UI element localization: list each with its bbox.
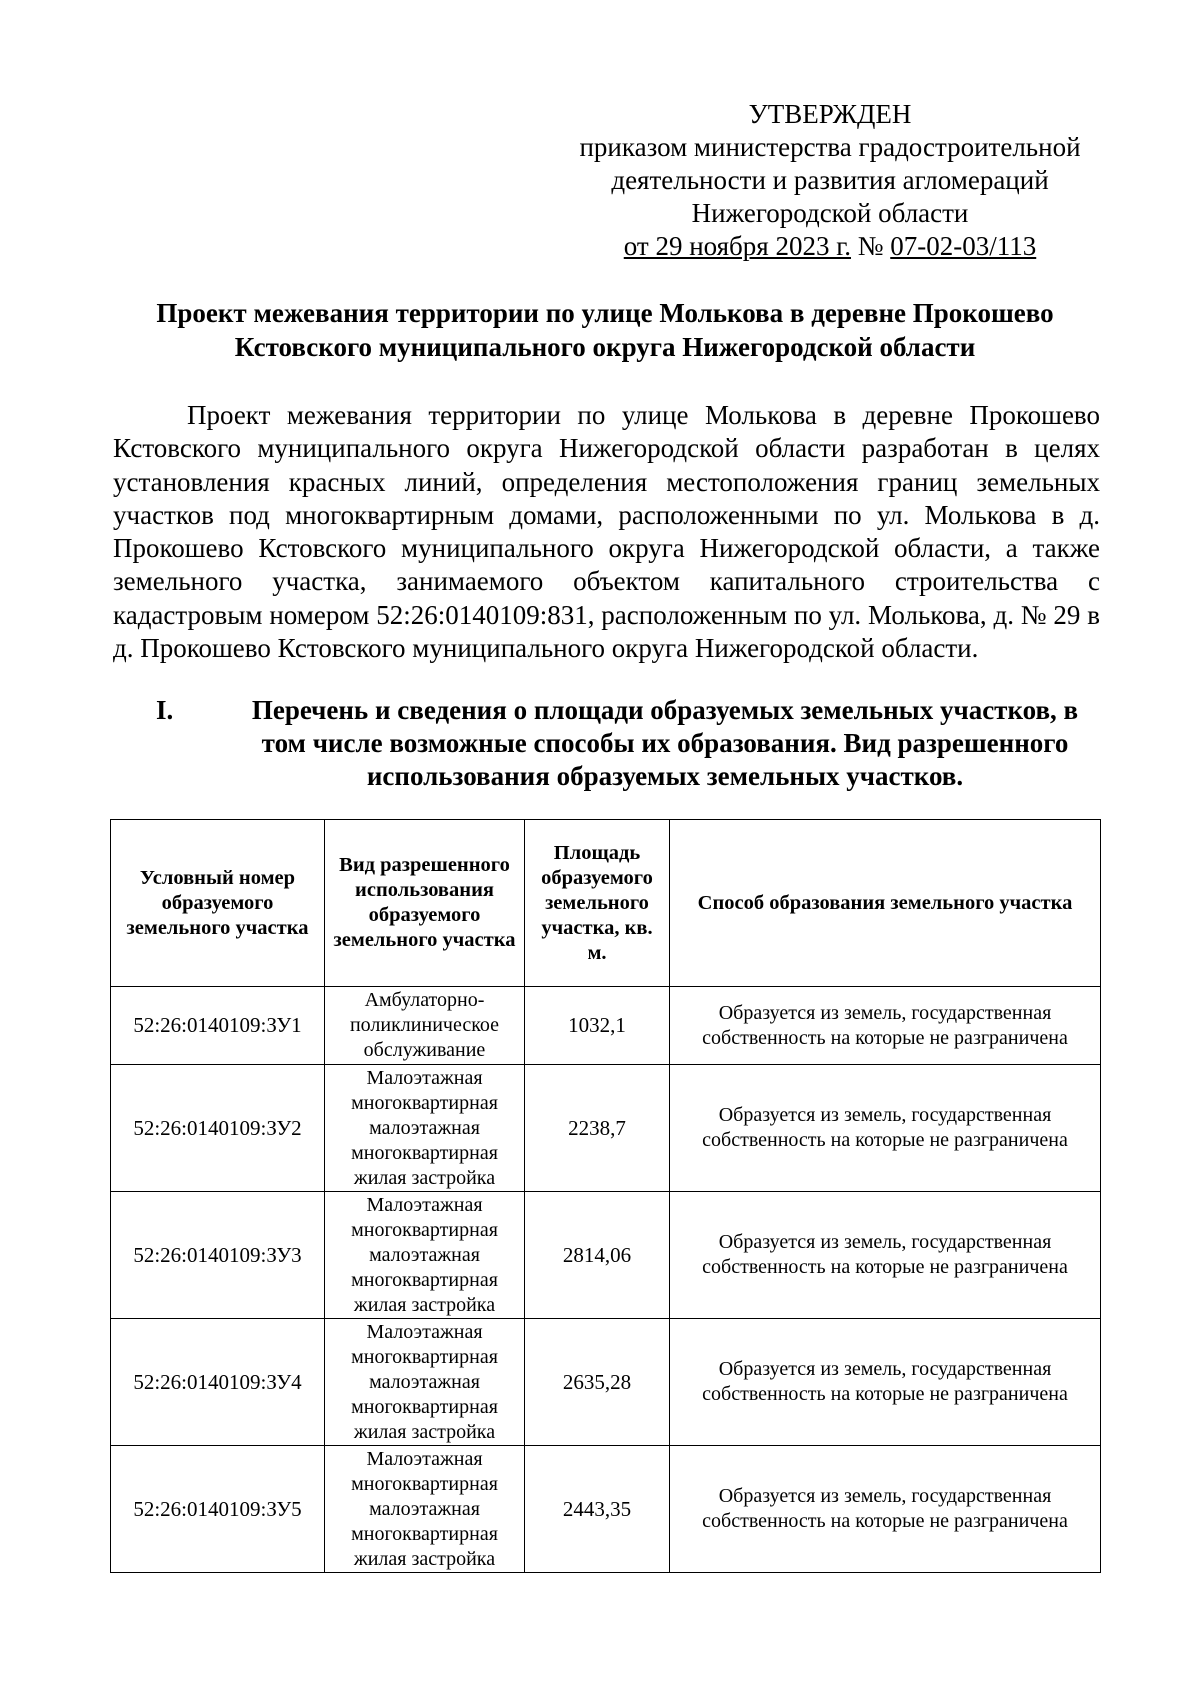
approval-line-1: приказом министерства градостроительной — [579, 132, 1081, 162]
cell-use: Малоэтажная многоквартирная малоэтажная многоквартирная жилая застройка — [325, 1065, 525, 1192]
table-row — [111, 1065, 1101, 1192]
cell-area: 2635,28 — [525, 1319, 670, 1446]
table-row — [111, 1192, 1101, 1319]
header-id: Условный номер образуемого земельного участка — [111, 820, 325, 987]
approval-date: от 29 ноября 2023 г. — [623, 231, 851, 261]
cell-method: Образуется из земель, государственная собственность на которые не разграничена — [670, 1319, 1101, 1446]
cell-area: 2814,06 — [525, 1192, 670, 1319]
cell-use: Малоэтажная многоквартирная малоэтажная многоквартирная жилая застройка — [325, 1446, 525, 1573]
section-number: I. — [156, 695, 174, 725]
cell-id: 52:26:0140109:ЗУ4 — [111, 1319, 325, 1446]
cell-method: Образуется из земель, государственная собственность на которые не разграничена — [670, 1192, 1101, 1319]
cell-area: 2238,7 — [525, 1065, 670, 1192]
cell-method: Образуется из земель, государственная собственность на которые не разграничена — [670, 987, 1101, 1065]
table-row — [111, 987, 1101, 1065]
approval-line-2: деятельности и развития агломераций — [611, 165, 1049, 195]
cell-area: 2443,35 — [525, 1446, 670, 1573]
header-use: Вид разрешенного использования образуемого земельного участка — [325, 820, 525, 987]
cell-method: Образуется из земель, государственная собственность на которые не разграничена — [670, 1065, 1101, 1192]
cell-id: 52:26:0140109:ЗУ3 — [111, 1192, 325, 1319]
parcels-table — [110, 819, 1101, 1573]
document-title — [110, 296, 1100, 364]
approval-block — [560, 98, 1100, 263]
approval-heading: УТВЕРЖДЕН — [748, 99, 912, 129]
table-header-row — [111, 820, 1101, 987]
intro-text: Проект межевания территории по улице Молькова в деревне Прокошево Кстовского муниципального округа Нижегородской области разработан в целях установления красных линий, определения местоположения границ земельных участков под многоквартирным домами, расположенными по ул. Молькова в д. Прокошево Кстовского муниципального округа Нижегородской области, а также земельного участка, занимаемого объектом капитального строительства с кадастровым номером 52:26:0140109:831, расположенным по ул. Молькова, д. № 29 в д. Прокошево Кстовского муниципального округа Нижегородской области. — [113, 400, 1100, 664]
cell-method: Образуется из земель, государственная собственность на которые не разграничена — [670, 1446, 1101, 1573]
header-method: Способ образования земельного участка — [670, 820, 1101, 987]
table-row — [111, 1319, 1101, 1446]
section-heading — [156, 694, 1100, 793]
intro-paragraph — [113, 399, 1100, 665]
approval-date-line — [560, 230, 1100, 263]
approval-number-sign: № — [857, 231, 884, 261]
cell-use: Малоэтажная многоквартирная малоэтажная многоквартирная жилая застройка — [325, 1319, 525, 1446]
cell-id: 52:26:0140109:ЗУ2 — [111, 1065, 325, 1192]
title-line-2: Кстовского муниципального округа Нижегородской области — [234, 332, 976, 362]
cell-area: 1032,1 — [525, 987, 670, 1065]
cell-id: 52:26:0140109:ЗУ1 — [111, 987, 325, 1065]
table-row — [111, 1446, 1101, 1573]
header-area: Площадь образуемого земельного участка, кв. м. — [525, 820, 670, 987]
approval-line-3: Нижегородской области — [691, 198, 969, 228]
section-title: Перечень и сведения о площади образуемых земельных участков, в том числе возможные способы их образования. Вид разрешенного использования образуемых земельных участков. — [251, 695, 1079, 791]
cell-id: 52:26:0140109:ЗУ5 — [111, 1446, 325, 1573]
cell-use: Малоэтажная многоквартирная малоэтажная многоквартирная жилая застройка — [325, 1192, 525, 1319]
cell-use: Амбулаторно-поликлиническое обслуживание — [325, 987, 525, 1065]
title-line-1: Проект межевания территории по улице Молькова в деревне Прокошево — [156, 298, 1054, 328]
approval-number: 07-02-03/113 — [890, 231, 1037, 261]
